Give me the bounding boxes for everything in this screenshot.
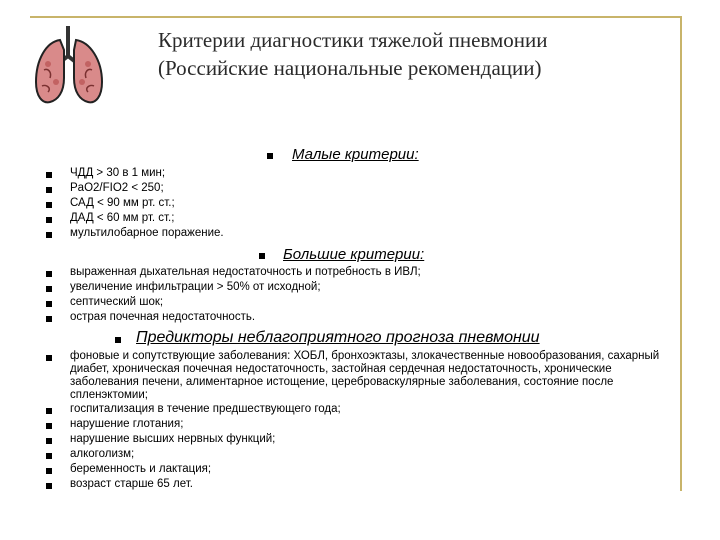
list-bullet	[46, 232, 52, 238]
slide-title	[158, 26, 658, 82]
list-bullet	[46, 423, 52, 429]
list-item: выраженная дыхательная недостаточность и потребность в ИВЛ;	[70, 266, 421, 278]
list-bullet	[46, 316, 52, 322]
list-bullet	[46, 301, 52, 307]
list-bullet	[46, 355, 52, 361]
list-bullet	[46, 483, 52, 489]
list-bullet	[46, 172, 52, 178]
list-item: нарушение высших нервных функций;	[70, 433, 276, 445]
list-bullet	[46, 271, 52, 277]
list-item: увеличение инфильтрации > 50% от исходной;	[70, 281, 321, 293]
minor-criteria-heading: Малые критерии:	[292, 146, 419, 163]
list-item: мультилобарное поражение.	[70, 227, 224, 239]
frame-right-rule	[680, 16, 682, 491]
list-bullet	[46, 187, 52, 193]
list-item: САД < 90 мм рт. ст.;	[70, 197, 175, 209]
list-item: фоновые и сопутствующие заболевания: ХОБЛ, бронхоэктазы, злокачественные новообразования, сахарный диабет, хроническая почечная недостаточность, застойная сердечная недостаточность, хронические заболевания печени, алиментарное истощение, цереброваскулярные заболевания, состояние после спленэктомии;	[70, 350, 660, 401]
list-bullet	[46, 202, 52, 208]
heading-bullet	[267, 153, 273, 159]
heading-bullet	[259, 253, 265, 259]
list-bullet	[46, 217, 52, 223]
list-item: беременность и лактация;	[70, 463, 212, 475]
frame-top-rule	[30, 16, 680, 18]
list-bullet	[46, 286, 52, 292]
list-bullet	[46, 408, 52, 414]
title-line-1: Критерии диагностики тяжелой пневмонии	[158, 28, 548, 52]
list-bullet	[46, 453, 52, 459]
list-item: острая почечная недостаточность.	[70, 311, 256, 323]
heading-bullet	[115, 337, 121, 343]
list-item: возраст старше 65 лет.	[70, 478, 193, 490]
predictors-heading: Предикторы неблагоприятного прогноза пневмонии	[136, 329, 540, 346]
major-criteria-heading: Большие критерии:	[283, 246, 425, 263]
list-item: госпитализация в течение предшествующего года;	[70, 403, 341, 415]
title-line-2: (Российские национальные рекомендации)	[158, 56, 542, 80]
list-item: PaO2/FIO2 < 250;	[70, 182, 164, 194]
list-bullet	[46, 438, 52, 444]
list-item: нарушение глотания;	[70, 418, 184, 430]
list-bullet	[46, 468, 52, 474]
list-item: септический шок;	[70, 296, 164, 308]
list-item: ДАД < 60 мм рт. ст.;	[70, 212, 175, 224]
list-item: алкоголизм;	[70, 448, 135, 460]
lungs-icon	[28, 20, 113, 108]
list-item: ЧДД > 30 в 1 мин;	[70, 167, 166, 179]
